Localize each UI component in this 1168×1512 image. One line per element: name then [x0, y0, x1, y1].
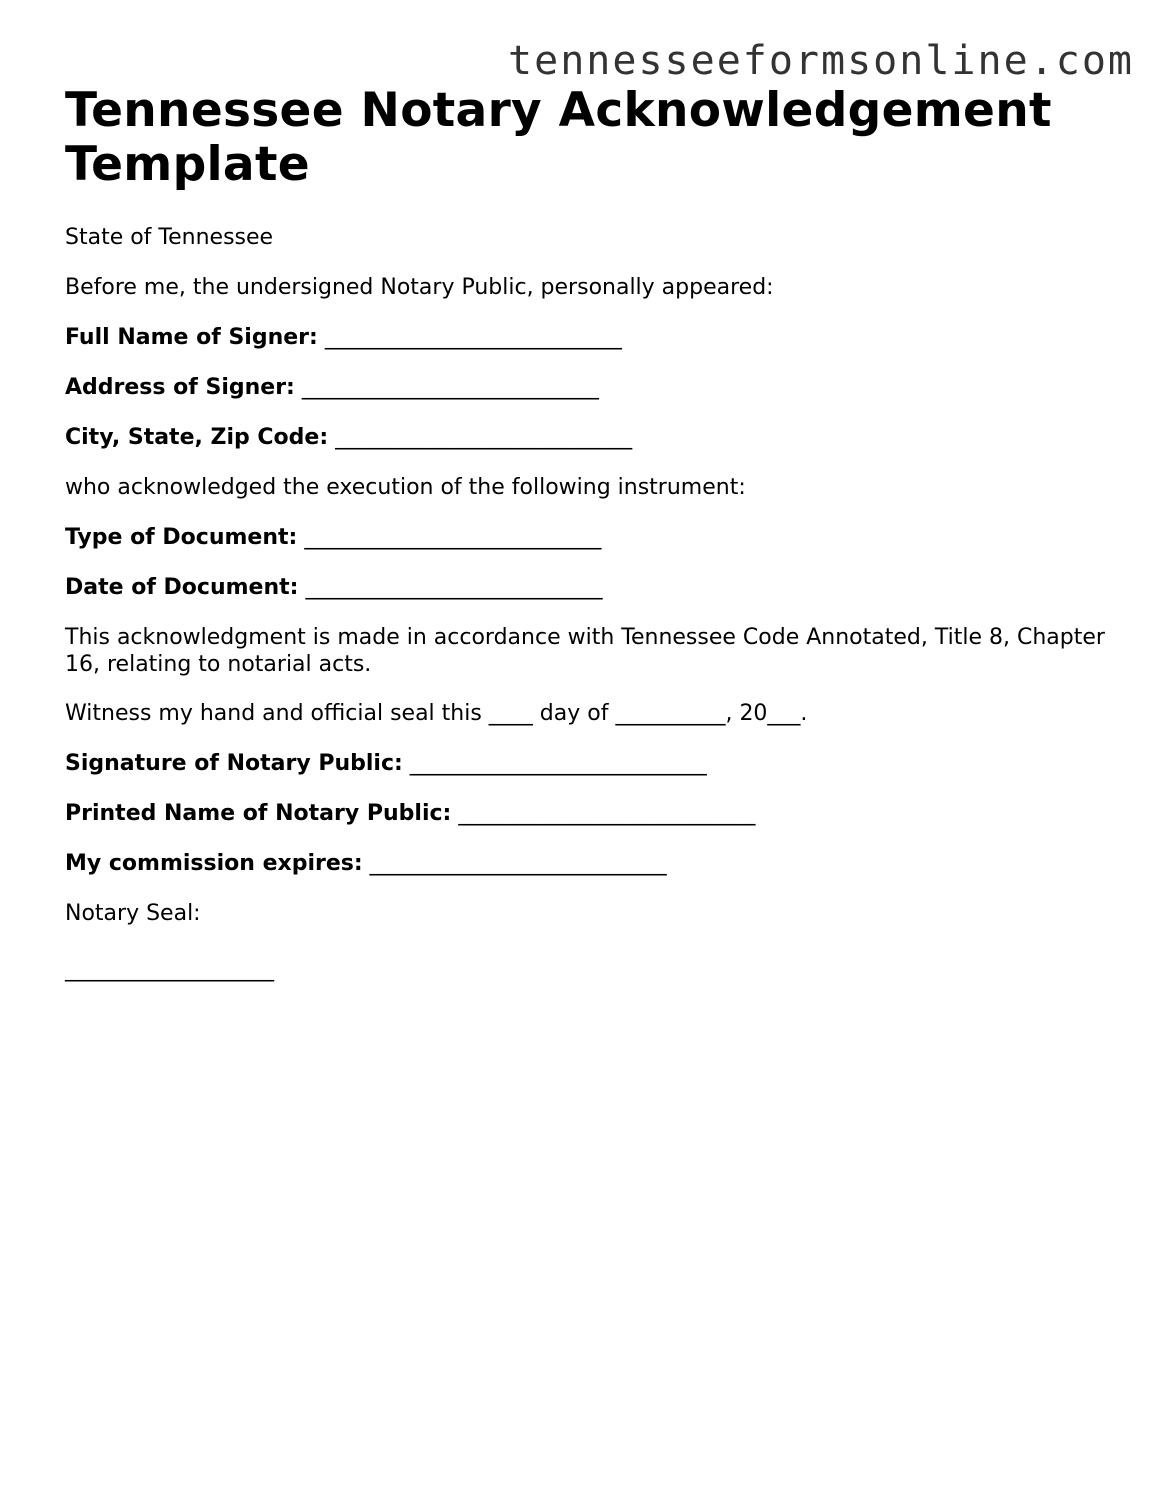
notary-seal-blank[interactable]: ___________________ [65, 957, 274, 982]
notary-seal-label: Notary Seal: [65, 901, 201, 926]
full-name-field[interactable] [65, 324, 1105, 374]
notary-signature-field[interactable] [65, 750, 1105, 800]
state-line: State of Tennessee [65, 225, 274, 250]
document-type-blank[interactable]: ___________________________ [304, 525, 602, 550]
notary-signature-blank[interactable]: ___________________________ [409, 751, 707, 776]
notary-printed-name-field[interactable] [65, 800, 1105, 850]
document-date-label: Date of Document: [65, 575, 299, 600]
document-type-label: Type of Document: [65, 525, 298, 550]
commission-expires-label: My commission expires: [65, 851, 363, 876]
document-title: Tennessee Notary Acknowledgement Template [65, 83, 1052, 192]
site-watermark: tennesseeformsonline.com [508, 38, 1134, 84]
address-blank[interactable]: ___________________________ [301, 375, 599, 400]
document-type-field[interactable] [65, 524, 1105, 574]
document-date-field[interactable] [65, 574, 1105, 624]
commission-expires-blank[interactable]: ___________________________ [369, 851, 667, 876]
intro-line: Before me, the undersigned Notary Public, personally appeared: [65, 275, 774, 300]
code-paragraph: This acknowledgment is made in accordance with Tennessee Code Annotated, Title 8, Chapter 16, relating to notarial acts. [65, 625, 1105, 677]
city-state-zip-label: City, State, Zip Code: [65, 425, 329, 450]
city-state-zip-blank[interactable]: ___________________________ [335, 425, 633, 450]
city-state-zip-field[interactable] [65, 424, 1105, 474]
commission-expires-field[interactable] [65, 850, 1105, 900]
address-field[interactable] [65, 374, 1105, 424]
form-body [65, 224, 1105, 1006]
notary-printed-name-blank[interactable]: ___________________________ [458, 801, 756, 826]
address-label: Address of Signer: [65, 375, 295, 400]
document-date-blank[interactable]: ___________________________ [305, 575, 603, 600]
instrument-line: who acknowledged the execution of the following instrument: [65, 475, 746, 500]
notary-signature-label: Signature of Notary Public: [65, 751, 403, 776]
full-name-label: Full Name of Signer: [65, 325, 318, 350]
full-name-blank[interactable]: ___________________________ [324, 325, 622, 350]
witness-line[interactable]: Witness my hand and official seal this ____ day of __________, 20___. [65, 701, 808, 726]
notary-printed-name-label: Printed Name of Notary Public: [65, 801, 452, 826]
